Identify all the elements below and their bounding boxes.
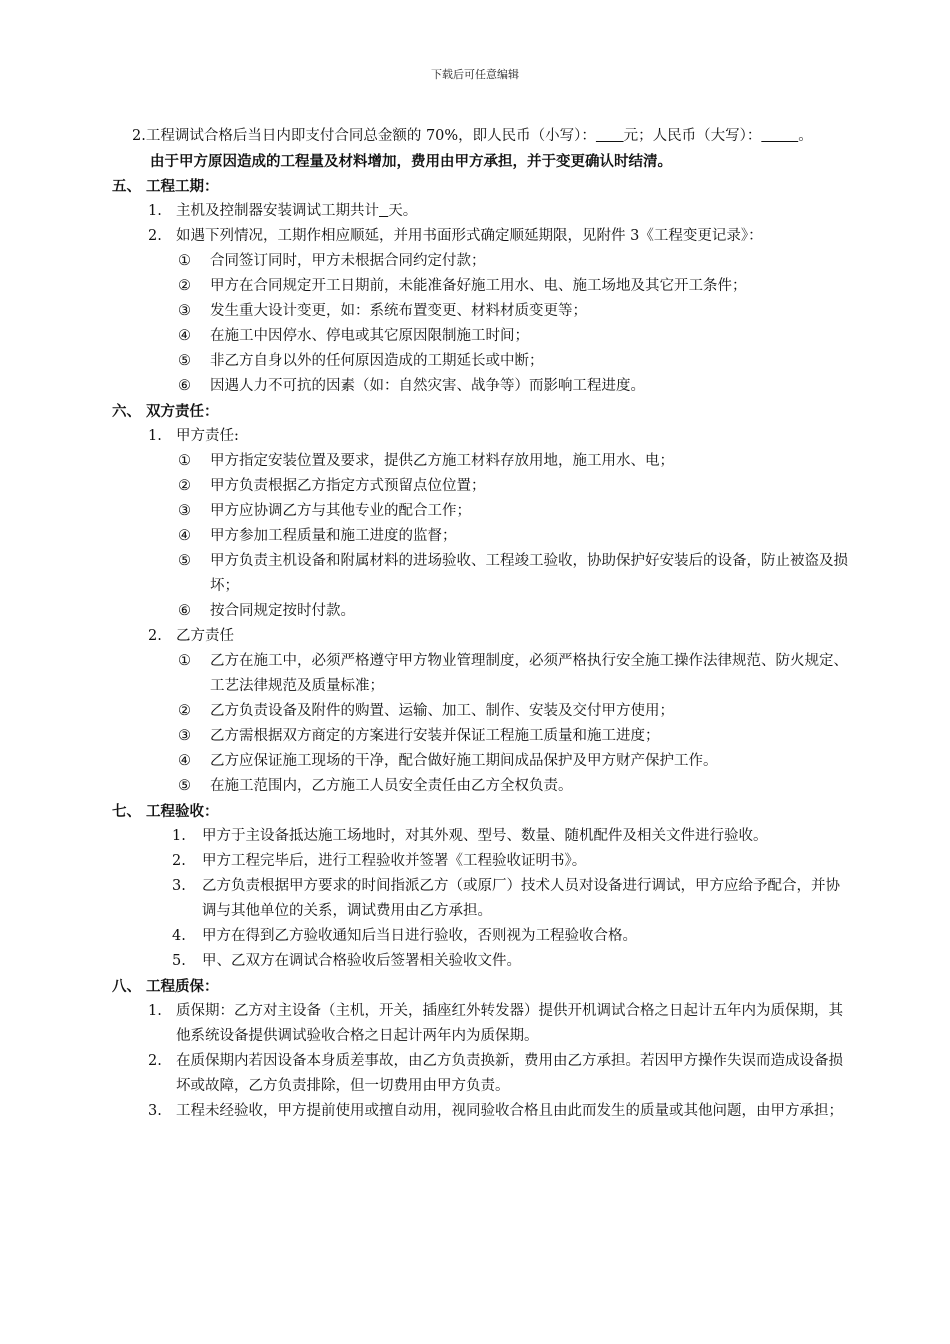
item-number: 2. [148, 1053, 162, 1069]
sub-item [112, 374, 850, 399]
sub-text: 按合同规定按时付款。 [210, 603, 355, 619]
sub-number: ③ [178, 503, 191, 519]
item-number: 2. [148, 228, 162, 244]
sub-item [112, 549, 850, 599]
item-text: 甲、乙双方在调试合格验收后签署相关验收文件。 [202, 953, 521, 969]
sub-number: ⑤ [178, 553, 191, 569]
sub-text: 乙方需根据双方商定的方案进行安装并保证工程施工质量和施工进度； [210, 728, 660, 744]
payment-text-2: 元；人民币（大写）： [623, 128, 762, 144]
list-item [112, 1099, 850, 1124]
sub-text: 乙方负责设备及附件的购置、运输、加工、制作、安装及交付甲方使用； [210, 703, 674, 719]
list-item [112, 999, 850, 1049]
sub-number: ② [178, 703, 191, 719]
item-text-end: 天。 [388, 203, 418, 219]
list-item [112, 849, 850, 874]
days-blank [379, 203, 388, 219]
sub-text: 发生重大设计变更，如：系统布置变更、材料材质变更等； [210, 303, 587, 319]
sub-text: 合同签订同时，甲方未根据合同约定付款； [210, 253, 486, 269]
list-item [112, 924, 850, 949]
sub-item [112, 749, 850, 774]
sub-number: ③ [178, 303, 191, 319]
amount-words-blank [761, 128, 798, 144]
item-text: 甲方责任: [176, 428, 239, 444]
sub-number: ④ [178, 753, 191, 769]
sub-text: 乙方在施工中，必须严格遵守甲方物业管理制度，必须严格执行安全施工操作法律规范、防火规定、工艺法律规范及质量标准； [210, 653, 848, 694]
item-text: 如遇下列情况，工期作相应顺延，并用书面形式确定顺延期限，见附件 3《工程变更记录》： [176, 228, 763, 244]
list-item [112, 199, 850, 224]
item-text: 甲方工程完毕后，进行工程验收并签署《工程验收证明书》。 [202, 853, 587, 869]
sub-text: 因遇人力不可抗的因素（如：自然灾害、战争等）而影响工程进度。 [210, 378, 645, 394]
list-item [112, 624, 850, 649]
section-title-warranty: 八、 工程质保： [112, 978, 219, 995]
sub-text: 甲方指定安装位置及要求，提供乙方施工材料存放用地，施工用水、电； [210, 453, 674, 469]
item-number: 3. [148, 1103, 162, 1119]
list-item [112, 1049, 850, 1099]
item-number: 2. [172, 853, 186, 869]
section-title-responsibilities: 六、 双方责任： [112, 403, 219, 420]
sub-number: ② [178, 478, 191, 494]
sub-item [112, 774, 850, 799]
delay-conditions-list [112, 249, 850, 399]
item-text: 甲方在得到乙方验收通知后当日进行验收，否则视为工程验收合格。 [202, 928, 637, 944]
sub-number: ① [178, 653, 191, 669]
sub-item [112, 324, 850, 349]
sub-text: 乙方应保证施工现场的干净，配合做好施工期间成品保护及甲方财产保护工作。 [210, 753, 718, 769]
payment-text: 2.工程调试合格后当日内即支付合同总金额的 70%，即人民币（小写）： [132, 128, 596, 144]
sub-item [112, 724, 850, 749]
item-text: 乙方责任 [176, 628, 234, 644]
sub-text: 在施工中因停水、停电或其它原因限制施工时间； [210, 328, 529, 344]
list-item [112, 824, 850, 849]
item-number: 4. [172, 928, 186, 944]
list-item [112, 424, 850, 449]
page-header: 下载后可任意编辑 [431, 68, 519, 81]
item-text: 甲方于主设备抵达施工场地时，对其外观、型号、数量、随机配件及相关文件进行验收。 [202, 828, 768, 844]
sub-text: 甲方负责根据乙方指定方式预留点位位置； [210, 478, 486, 494]
sub-item [112, 249, 850, 274]
item-number: 5. [172, 953, 186, 969]
list-item [112, 874, 850, 924]
item-text: 主机及控制器安装调试工期共计 [176, 203, 379, 219]
item-number: 1. [148, 203, 162, 219]
item-number: 3. [172, 878, 186, 894]
sub-item [112, 524, 850, 549]
sub-number: ② [178, 278, 191, 294]
sub-item [112, 274, 850, 299]
list-item [112, 224, 850, 249]
sub-number: ⑥ [178, 378, 191, 394]
sub-text: 非乙方自身以外的任何原因造成的工期延长或中断； [210, 353, 544, 369]
sub-item [112, 499, 850, 524]
sub-text: 甲方在合同规定开工日期前，未能准备好施工用水、电、施工场地及其它开工条件； [210, 278, 747, 294]
sub-number: ⑤ [178, 353, 191, 369]
sub-item [112, 649, 850, 699]
section-title-schedule: 五、 工程工期： [112, 178, 219, 195]
party-b-duties-list [112, 649, 850, 799]
document-body [112, 124, 850, 1124]
sub-text: 在施工范围内，乙方施工人员安全责任由乙方全权负责。 [210, 778, 573, 794]
list-item [112, 949, 850, 974]
sub-number: ① [178, 453, 191, 469]
sub-item [112, 299, 850, 324]
payment-note: 由于甲方原因造成的工程量及材料增加，费用由甲方承担，并于变更确认时结清。 [150, 153, 672, 170]
item-number: 1. [172, 828, 186, 844]
sub-number: ⑥ [178, 603, 191, 619]
sub-number: ⑤ [178, 778, 191, 794]
sub-item [112, 599, 850, 624]
item-text: 质保期：乙方对主设备（主机，开关，插座红外转发器）提供开机调试合格之日起计五年内为质保期，其他系统设备提供调试验收合格之日起计两年内为质保期。 [176, 1003, 843, 1044]
item-number: 1. [148, 1003, 162, 1019]
item-text: 乙方负责根据甲方要求的时间指派乙方（或原厂）技术人员对设备进行调试，甲方应给予配合，并协调与其他单位的关系，调试费用由乙方承担。 [202, 878, 840, 919]
amount-blank [596, 128, 624, 144]
sub-item [112, 474, 850, 499]
sub-item [112, 449, 850, 474]
item-text: 工程未经验收，甲方提前使用或擅自动用，视同验收合格且由此而发生的质量或其他问题，由甲方承担； [176, 1103, 843, 1119]
sub-item [112, 349, 850, 374]
item-number: 2. [148, 628, 162, 644]
sub-number: ④ [178, 328, 191, 344]
payment-clause [112, 124, 850, 149]
item-text: 在质保期内若因设备本身质差事故，由乙方负责换新，费用由乙方承担。若因甲方操作失误而造成设备损坏或故障，乙方负责排除，但一切费用由甲方负责。 [176, 1053, 843, 1094]
sub-text: 甲方参加工程质量和施工进度的监督； [210, 528, 457, 544]
item-number: 1. [148, 428, 162, 444]
sub-item [112, 699, 850, 724]
section-title-acceptance: 七、 工程验收： [112, 803, 219, 820]
sub-number: ③ [178, 728, 191, 744]
sub-text: 甲方应协调乙方与其他专业的配合工作； [210, 503, 471, 519]
sub-number: ① [178, 253, 191, 269]
payment-text-end: 。 [798, 128, 813, 144]
sub-number: ④ [178, 528, 191, 544]
acceptance-list [112, 824, 850, 974]
sub-text: 甲方负责主机设备和附属材料的进场验收、工程竣工验收，协助保护好安装后的设备，防止被盗及损坏； [210, 553, 848, 594]
warranty-list [112, 999, 850, 1124]
party-a-duties-list [112, 449, 850, 624]
